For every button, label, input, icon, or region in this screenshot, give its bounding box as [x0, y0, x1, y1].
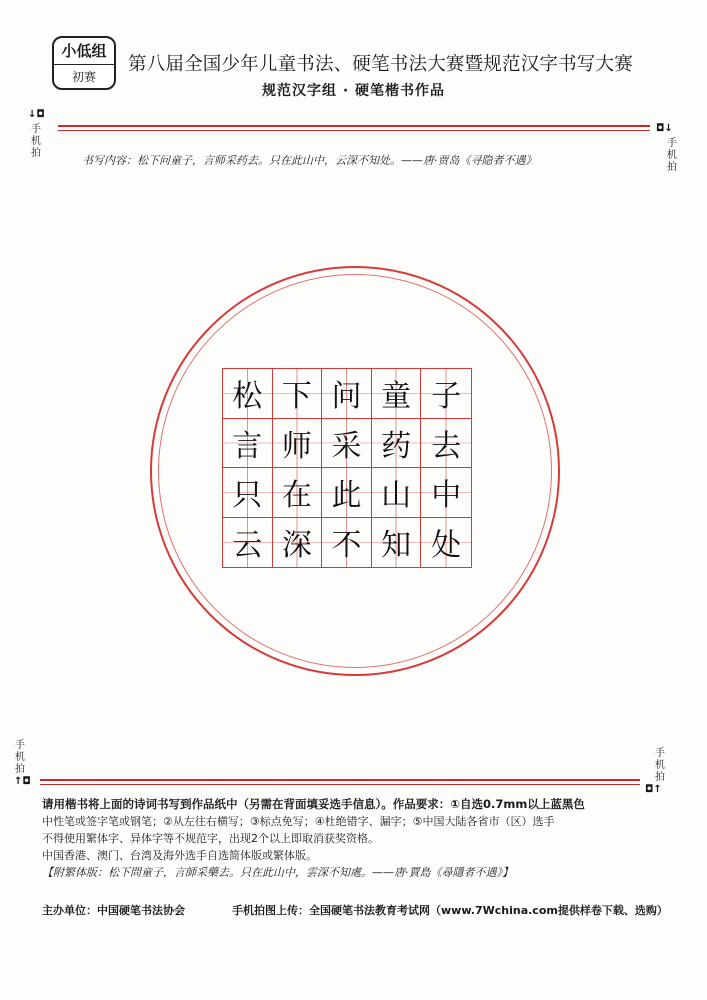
camera-corner-icon: ◘↓: [656, 123, 673, 134]
grid-cell: 药: [372, 419, 422, 469]
grid-cell: 下: [273, 369, 323, 419]
phone-label-left-top: 手机拍: [31, 124, 41, 159]
grid-cell: 在: [273, 468, 323, 518]
grid-cell: 此: [322, 468, 372, 518]
writing-grid: [222, 368, 472, 568]
instruction-line: 不得使用繁体字、异体字等不规范字，出现2个以上即取消获奖资格。: [42, 832, 379, 845]
instruction-line: 中性笔或签字笔或钢笔；②从左往右横写；③标点免写；④杜绝错字、漏字；⑤中国大陆各省市（区）选手: [42, 815, 555, 828]
page-subtitle: 规范汉字组 · 硬笔楷书作品: [261, 83, 446, 99]
grid-cell: 知: [372, 518, 422, 568]
grid-cell: 只: [223, 468, 273, 518]
top-rule-thin: [58, 130, 650, 131]
group-label: 小低组: [54, 38, 114, 65]
phone-label-right-top: 手机拍: [667, 138, 677, 173]
writing-content: 书写内容：松下问童子，言师采药去。只在此山中，云深不知处。——唐·贾岛《寻隐者不遇》: [82, 154, 537, 167]
instruction-line: 中国香港、澳门、台湾及海外选手自选简体版或繁体版。: [42, 849, 317, 862]
grid-cell: 中: [421, 468, 471, 518]
grid-cell: 师: [273, 419, 323, 469]
camera-corner-icon: ↓◘: [28, 109, 45, 120]
instructions: [42, 796, 672, 881]
phone-label-left-bottom: 手机拍: [15, 740, 25, 775]
grid-cell: 处: [421, 518, 471, 568]
grid-cell: 言: [223, 419, 273, 469]
grid-cell: 云: [223, 518, 273, 568]
camera-corner-icon: ◘↑: [645, 784, 662, 795]
grid-cell: 深: [273, 518, 323, 568]
top-rule: [58, 125, 650, 127]
page-title: 第八届全国少年儿童书法、硬笔书法大赛暨规范汉字书写大赛: [128, 54, 633, 75]
grid-cell: 问: [322, 369, 372, 419]
stage-label: 初赛: [71, 70, 96, 84]
instruction-line: 请用楷书将上面的诗词书写到作品纸中（另需在背面填妥选手信息）。作品要求：①自选0.7mm以上蓝黑色: [42, 797, 585, 811]
upload-text: 手机拍图上传：全国硬笔书法教育考试网（www.7Wchina.com提供样卷下载、选购）: [232, 904, 668, 917]
phone-label-right-bottom: 手机拍: [655, 748, 665, 783]
traditional-version: 【附繁体版：松下問童子，言師采藥去。只在此山中，雲深不知處。——唐·賈島《尋隱者不遇》】: [42, 866, 513, 879]
bottom-rule: [40, 779, 640, 781]
bottom-rule-thin: [40, 784, 640, 785]
grid-cell: 童: [372, 369, 422, 419]
grid-cell: 采: [322, 419, 372, 469]
grid-cell: 去: [421, 419, 471, 469]
grid-cell: 不: [322, 518, 372, 568]
camera-corner-icon: ↑◘: [14, 776, 31, 787]
organizer-text: 主办单位：中国硬笔书法协会: [42, 904, 185, 917]
grid-cell: 山: [372, 468, 422, 518]
grid-cell: 子: [421, 369, 471, 419]
grid-cell: 松: [223, 369, 273, 419]
